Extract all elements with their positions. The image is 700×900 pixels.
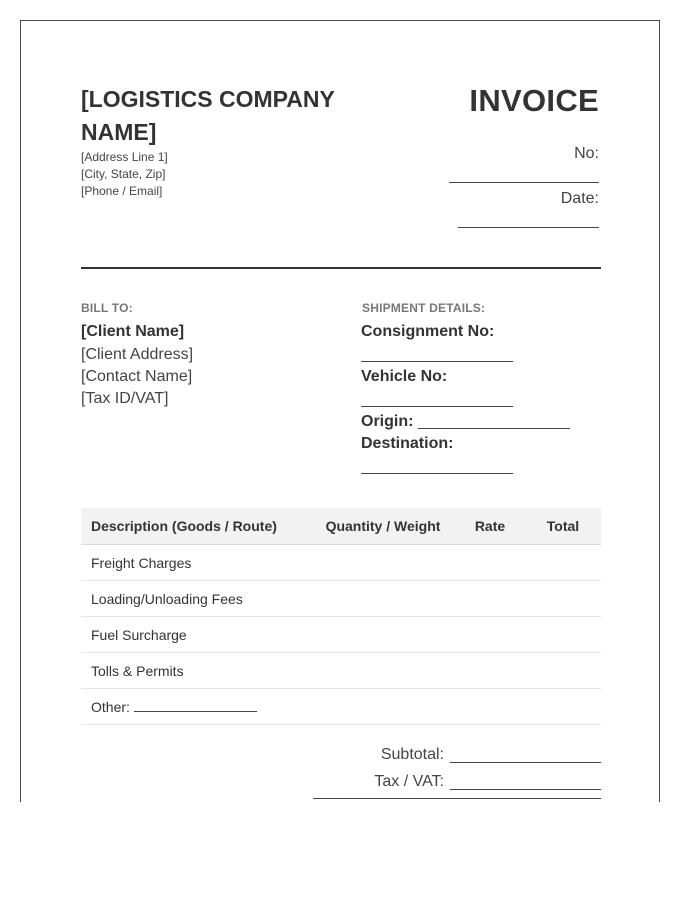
totals-divider <box>313 798 601 799</box>
consignment-no-label: Consignment No: <box>361 323 495 340</box>
table-row <box>81 689 601 725</box>
row-total-cell[interactable] <box>525 653 601 689</box>
other-label: Other: <box>91 698 130 715</box>
vehicle-no-label: Vehicle No: <box>361 368 448 385</box>
row-quantity-cell[interactable] <box>311 689 455 725</box>
row-quantity-cell[interactable] <box>311 617 455 653</box>
consignment-no-field[interactable] <box>361 361 513 362</box>
invoice-date-field[interactable] <box>458 227 599 228</box>
row-rate-cell[interactable] <box>455 617 525 653</box>
row-quantity-cell[interactable] <box>311 545 455 581</box>
column-header-rate: Rate <box>455 508 525 545</box>
origin-label: Origin: <box>361 413 414 430</box>
tax-vat-field[interactable] <box>450 789 601 790</box>
row-rate-cell[interactable] <box>455 689 525 725</box>
row-total-cell[interactable] <box>525 617 601 653</box>
company-city-state-zip: [City, State, Zip] <box>81 167 166 181</box>
bill-to-label: BILL TO: <box>81 301 133 315</box>
destination-field[interactable] <box>361 473 513 474</box>
row-description: Tolls & Permits <box>81 653 311 689</box>
table-row <box>81 545 601 581</box>
column-header-description: Description (Goods / Route) <box>81 508 311 545</box>
invoice-date-label: Date: <box>560 190 599 207</box>
company-address-line1: [Address Line 1] <box>81 150 168 164</box>
tax-vat-label: Tax / VAT: <box>374 773 444 790</box>
row-description-other <box>81 689 311 725</box>
row-quantity-cell[interactable] <box>311 581 455 617</box>
row-quantity-cell[interactable] <box>311 653 455 689</box>
table-row <box>81 653 601 689</box>
company-phone-email: [Phone / Email] <box>81 184 163 198</box>
origin-field[interactable] <box>418 428 570 429</box>
row-description: Loading/Unloading Fees <box>81 581 311 617</box>
line-items-table <box>81 508 601 725</box>
client-address: [Client Address] <box>81 346 194 363</box>
row-rate-cell[interactable] <box>455 545 525 581</box>
row-total-cell[interactable] <box>525 545 601 581</box>
row-description: Fuel Surcharge <box>81 617 311 653</box>
vehicle-no-field[interactable] <box>361 406 513 407</box>
tax-id: [Tax ID/VAT] <box>81 390 169 407</box>
header-divider <box>81 267 601 269</box>
row-total-cell[interactable] <box>525 689 601 725</box>
table-row <box>81 581 601 617</box>
shipment-details-label: SHIPMENT DETAILS: <box>362 301 486 315</box>
row-description: Freight Charges <box>81 545 311 581</box>
table-row <box>81 617 601 653</box>
subtotal-field[interactable] <box>450 762 601 763</box>
invoice-title: INVOICE <box>469 83 599 118</box>
subtotal-label: Subtotal: <box>380 746 444 763</box>
invoice-number-label: No: <box>574 145 599 162</box>
row-rate-cell[interactable] <box>455 653 525 689</box>
other-description-field[interactable] <box>134 701 257 712</box>
row-total-cell[interactable] <box>525 581 601 617</box>
column-header-quantity: Quantity / Weight <box>311 508 455 545</box>
destination-label: Destination: <box>361 435 454 452</box>
contact-name: [Contact Name] <box>81 368 193 385</box>
column-header-total: Total <box>525 508 601 545</box>
table-header-row <box>81 508 601 545</box>
invoice-page <box>20 20 660 802</box>
company-name: [LOGISTICS COMPANY NAME] <box>81 86 335 145</box>
row-rate-cell[interactable] <box>455 581 525 617</box>
invoice-number-field[interactable] <box>449 182 599 183</box>
client-name: [Client Name] <box>81 323 185 340</box>
